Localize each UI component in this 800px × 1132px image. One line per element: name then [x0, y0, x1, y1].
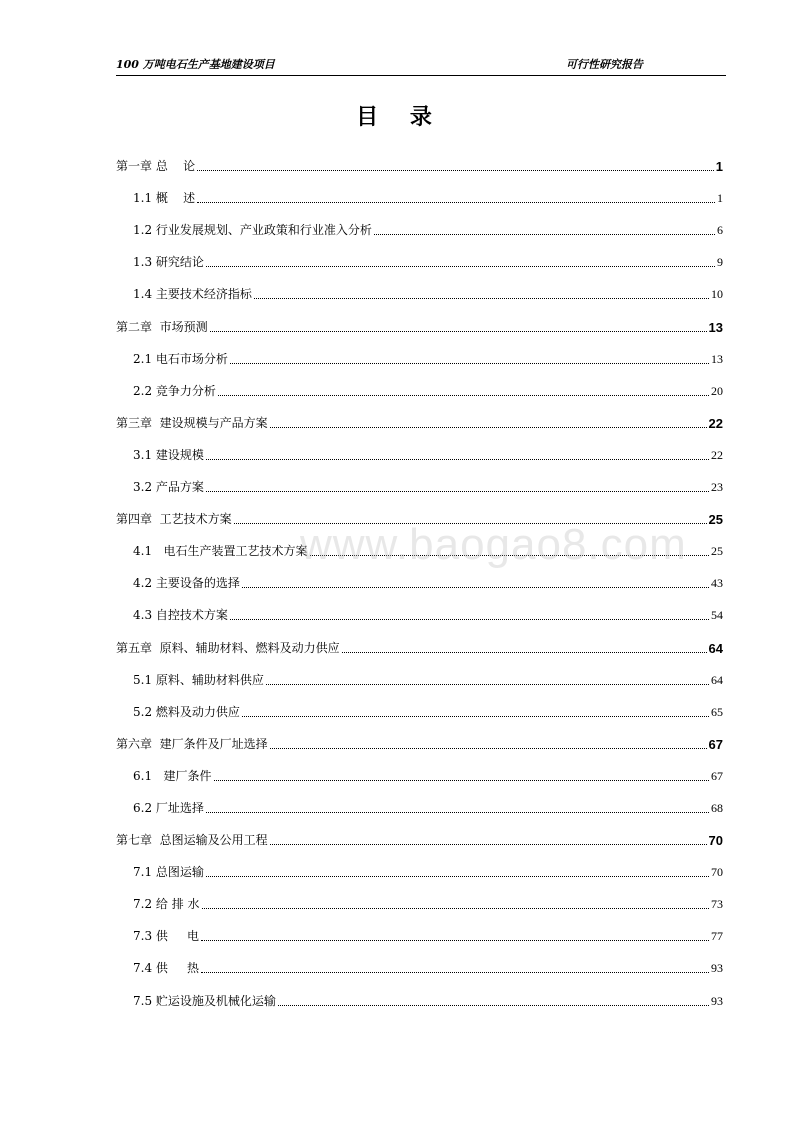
toc-section-entry[interactable]: [116, 431, 723, 463]
toc-section-entry[interactable]: [116, 688, 723, 720]
toc-entry-label: 3.2 产品方案: [133, 480, 204, 495]
toc-entry-page-number: 68: [711, 800, 723, 815]
toc-leader-dots: [374, 233, 715, 235]
toc-entry-page-number: 25: [708, 512, 723, 528]
toc-entry-page-number: 22: [708, 415, 723, 431]
toc-entry-label: 第一章 总 论: [116, 159, 196, 174]
toc-entry-page-number: 1: [715, 159, 723, 175]
toc-entry-page-number: 20: [711, 383, 723, 398]
toc-entry-label: 第六章 建厂条件及厂址选择: [116, 736, 268, 751]
toc-section-entry[interactable]: [116, 848, 723, 880]
toc-leader-dots: [206, 265, 715, 267]
toc-entry-label: 7.4 供 热: [133, 961, 199, 976]
toc-entry-label: 2.2 竞争力分析: [133, 383, 216, 398]
toc-entry-label: 4.3 自控技术方案: [133, 608, 228, 623]
toc-entry-page-number: 13: [708, 319, 723, 335]
toc-section-entry[interactable]: [116, 944, 723, 976]
toc-entry-page-number: 65: [711, 704, 723, 719]
toc-entry-page-number: 93: [711, 993, 723, 1008]
toc-entry-page-number: 67: [711, 768, 723, 783]
toc-entry-label: 1.2 行业发展规划、产业政策和行业准入分析: [133, 223, 372, 238]
toc-entry-page-number: 13: [711, 351, 723, 366]
toc-entry-label: 第三章 建设规模与产品方案: [116, 415, 268, 430]
toc-chapter-entry[interactable]: [116, 142, 723, 174]
toc-chapter-entry[interactable]: [116, 816, 723, 848]
toc-entry-page-number: 64: [708, 640, 723, 656]
toc-leader-dots: [234, 522, 707, 524]
toc-leader-dots: [201, 971, 709, 973]
toc-entry-page-number: 67: [708, 736, 723, 752]
toc-section-entry[interactable]: [116, 656, 723, 688]
toc-leader-dots: [254, 297, 709, 299]
toc-entry-label: 1.4 主要技术经济指标: [133, 287, 252, 302]
toc-leader-dots: [270, 747, 707, 749]
toc-entry-page-number: 54: [711, 608, 723, 623]
toc-chapter-entry[interactable]: [116, 399, 723, 431]
toc-leader-dots: [206, 811, 709, 813]
toc-leader-dots: [206, 875, 709, 877]
toc-chapter-entry[interactable]: [116, 495, 723, 527]
toc-section-entry[interactable]: [116, 912, 723, 944]
toc-entry-label: 第四章 工艺技术方案: [116, 512, 232, 527]
toc-entry-label: 7.2 给 排 水: [133, 897, 200, 912]
toc-leader-dots: [206, 490, 709, 492]
toc-section-entry[interactable]: [116, 206, 723, 238]
toc-entry-label: 7.3 供 电: [133, 929, 199, 944]
toc-section-entry[interactable]: [116, 591, 723, 623]
toc-leader-dots: [270, 843, 707, 845]
toc-entry-label: 5.1 原料、辅助材料供应: [133, 672, 264, 687]
toc-entry-label: 6.2 厂址选择: [133, 800, 204, 815]
toc-entry-label: 4.2 主要设备的选择: [133, 576, 240, 591]
toc-leader-dots: [202, 907, 709, 909]
toc-entry-label: 2.1 电石市场分析: [133, 351, 228, 366]
toc-chapter-entry[interactable]: [116, 720, 723, 752]
toc-entry-label: 5.2 燃料及动力供应: [133, 704, 240, 719]
toc-entry-page-number: 43: [711, 576, 723, 591]
toc-entry-page-number: 1: [717, 191, 723, 206]
toc-entry-page-number: 64: [711, 672, 723, 687]
toc-section-entry[interactable]: [116, 752, 723, 784]
toc-entry-label: 1.3 研究结论: [133, 255, 204, 270]
toc-section-entry[interactable]: [116, 880, 723, 912]
toc-leader-dots: [210, 330, 707, 332]
toc-entry-label: 6.1 建厂条件: [133, 768, 212, 783]
toc-section-entry[interactable]: [116, 527, 723, 559]
toc-entry-label: 1.1 概 述: [133, 191, 196, 206]
toc-entry-label: 第五章 原料、辅助材料、燃料及动力供应: [116, 640, 340, 655]
toc-leader-dots: [310, 554, 709, 556]
toc-entry-page-number: 6: [717, 223, 723, 238]
toc-leader-dots: [242, 586, 709, 588]
toc-chapter-entry[interactable]: [116, 302, 723, 334]
toc-leader-dots: [230, 362, 709, 364]
toc-entry-label: 7.5 贮运设施及机械化运输: [133, 993, 276, 1008]
toc-leader-dots: [266, 683, 709, 685]
header-project-name: 100 万吨电石生产基地建设项目: [116, 58, 275, 71]
toc-entry-label: 第二章 市场预测: [116, 319, 208, 334]
toc-entry-label: 4.1 电石生产装置工艺技术方案: [133, 544, 308, 559]
toc-leader-dots: [342, 651, 707, 653]
toc-leader-dots: [278, 1004, 709, 1006]
toc-entry-page-number: 9: [717, 255, 723, 270]
toc-entry-label: 3.1 建设规模: [133, 447, 204, 462]
toc-leader-dots: [201, 939, 709, 941]
toc-section-entry[interactable]: [116, 463, 723, 495]
toc-section-entry[interactable]: [116, 335, 723, 367]
toc-entry-page-number: 25: [711, 544, 723, 559]
toc-entry-page-number: 93: [711, 961, 723, 976]
toc-entry-label: 第七章 总图运输及公用工程: [116, 833, 268, 848]
toc-entry-page-number: 73: [711, 897, 723, 912]
toc-leader-dots: [230, 618, 709, 620]
page-header: [116, 58, 726, 76]
toc-section-entry[interactable]: [116, 174, 723, 206]
toc-leader-dots: [218, 394, 709, 396]
watermark: www.baogao8.com: [300, 520, 687, 569]
toc-leader-dots: [270, 426, 707, 428]
toc-chapter-entry[interactable]: [116, 623, 723, 655]
toc-entry-page-number: 10: [711, 287, 723, 302]
toc-entry-page-number: 70: [711, 865, 723, 880]
page-title: 目 录: [356, 105, 444, 130]
toc-entry-page-number: 23: [711, 480, 723, 495]
toc-section-entry[interactable]: [116, 784, 723, 816]
toc-section-entry[interactable]: [116, 270, 723, 302]
toc-entry-label: 7.1 总图运输: [133, 865, 204, 880]
table-of-contents: [116, 142, 723, 1009]
toc-section-entry[interactable]: [116, 367, 723, 399]
toc-leader-dots: [214, 779, 709, 781]
header-report-type: 可行性研究报告: [566, 58, 643, 71]
toc-section-entry[interactable]: [116, 559, 723, 591]
toc-leader-dots: [242, 715, 709, 717]
toc-leader-dots: [197, 169, 714, 171]
toc-section-entry[interactable]: [116, 238, 723, 270]
toc-leader-dots: [206, 458, 709, 460]
toc-section-entry[interactable]: [116, 976, 723, 1008]
toc-leader-dots: [197, 201, 715, 203]
toc-entry-page-number: 22: [711, 447, 723, 462]
toc-entry-page-number: 70: [708, 833, 723, 849]
toc-entry-page-number: 77: [711, 929, 723, 944]
